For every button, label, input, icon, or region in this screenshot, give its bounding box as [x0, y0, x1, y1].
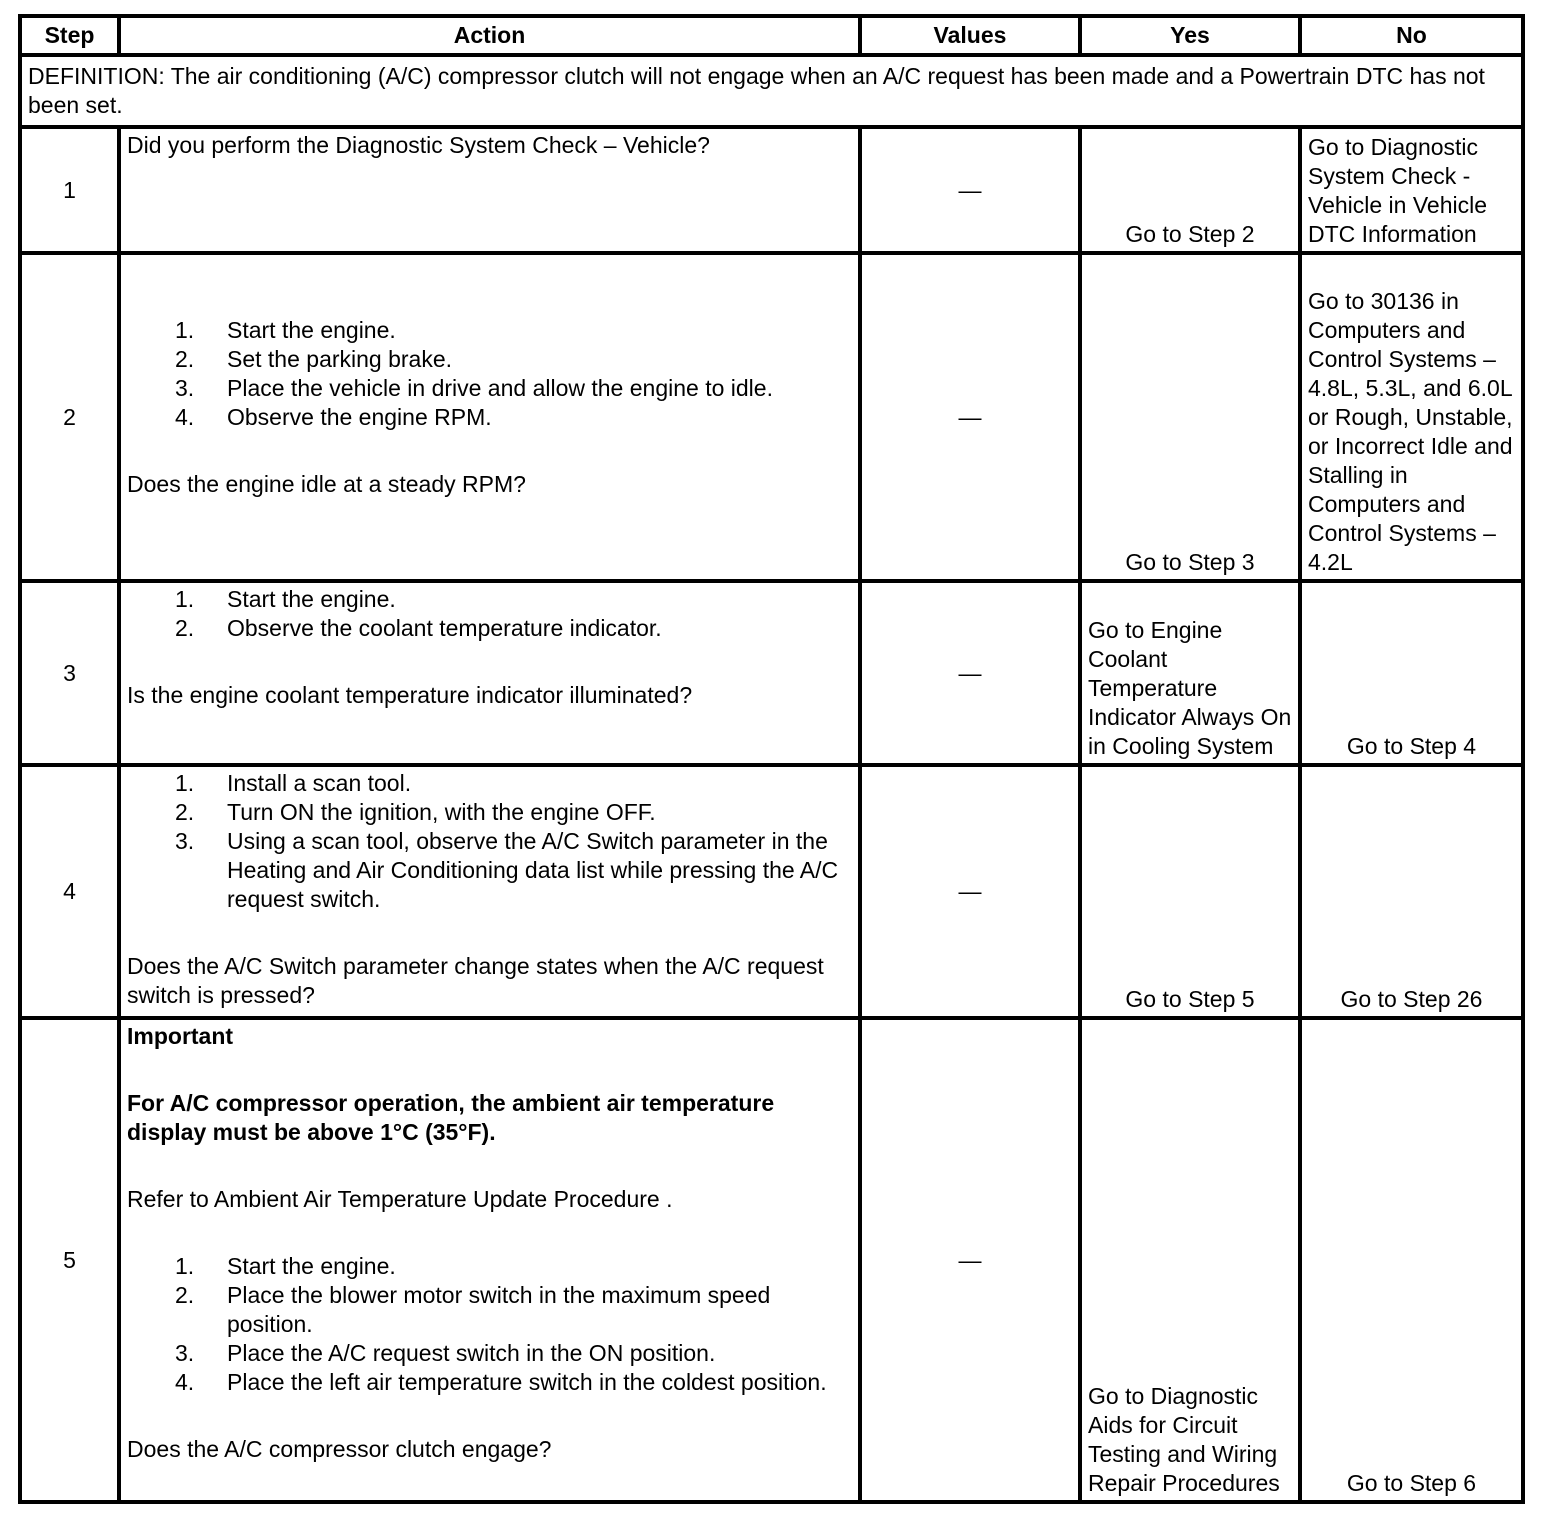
yes-cell: Go to Step 2	[1080, 127, 1300, 253]
action-question: Does the engine idle at a steady RPM?	[127, 470, 526, 497]
values-cell: —	[860, 765, 1080, 1018]
step-number: 3	[20, 581, 119, 765]
action-question: Did you perform the Diagnostic System Check – Vehicle?	[127, 132, 710, 158]
header-values: Values	[860, 16, 1080, 55]
values-cell: —	[860, 581, 1080, 765]
no-cell: Go to Step 26	[1300, 765, 1523, 1018]
action-steps-list	[127, 316, 852, 432]
action-question: Does the A/C Switch parameter change states when the A/C request switch is pressed?	[127, 953, 824, 1008]
table-row	[20, 253, 1523, 581]
table-row	[20, 581, 1523, 765]
values-cell: —	[860, 127, 1080, 253]
no-cell: Go to Step 4	[1300, 581, 1523, 765]
important-label: Important	[127, 1023, 234, 1049]
header-yes: Yes	[1080, 16, 1300, 55]
header-row	[20, 16, 1523, 55]
list-item: 3. Place the vehicle in drive and allow the engine to idle.	[175, 374, 773, 401]
list-item: 2. Set the parking brake.	[175, 345, 453, 372]
action-cell	[119, 253, 860, 581]
definition-row	[20, 55, 1523, 127]
yes-cell: Go to Step 3	[1080, 253, 1300, 581]
step-number: 4	[20, 765, 119, 1018]
yes-cell: Go to Diagnostic Aids for Circuit Testing and Wiring Repair Procedures	[1080, 1018, 1300, 1502]
list-item: 1. Start the engine.	[175, 1253, 396, 1279]
diagnostic-table	[18, 14, 1525, 1504]
action-steps-list	[127, 1252, 852, 1397]
action-steps-list	[127, 585, 852, 643]
action-question: Is the engine coolant temperature indicator illuminated?	[127, 682, 693, 708]
list-item: 4. Place the left air temperature switch in the coldest position.	[175, 1369, 827, 1395]
step-number: 2	[20, 253, 119, 581]
list-item: 2. Place the blower motor switch in the maximum speed position.	[175, 1282, 771, 1337]
action-cell	[119, 1018, 860, 1502]
step-number: 5	[20, 1018, 119, 1502]
yes-cell: Go to Engine Coolant Temperature Indicator Always On in Cooling System	[1080, 581, 1300, 765]
list-item: 2. Observe the coolant temperature indicator.	[175, 615, 662, 641]
yes-cell: Go to Step 5	[1080, 765, 1300, 1018]
definition-text: DEFINITION: The air conditioning (A/C) compressor clutch will not engage when an A/C request has been made and a Powertrain DTC has not been set.	[20, 55, 1523, 127]
values-cell: —	[860, 1018, 1080, 1502]
table-row	[20, 765, 1523, 1018]
list-item: 1. Install a scan tool.	[175, 770, 412, 796]
action-steps-list	[127, 769, 852, 914]
table-row	[20, 1018, 1523, 1502]
step-number: 1	[20, 127, 119, 253]
list-item: 3. Using a scan tool, observe the A/C Switch parameter in the Heating and Air Conditioning data list while pressing the A/C request switch.	[175, 828, 839, 912]
no-cell: Go to 30136 in Computers and Control Systems – 4.8L, 5.3L, and 6.0L or Rough, Unstable, or Incorrect Idle and Stalling in Computers and Control Systems – 4.2L	[1300, 253, 1523, 581]
important-note: For A/C compressor operation, the ambient air temperature display must be above 1°C (35°F).	[127, 1090, 775, 1145]
list-item: 4. Observe the engine RPM.	[175, 403, 492, 430]
refer-text: Refer to Ambient Air Temperature Update Procedure .	[127, 1186, 673, 1212]
list-item: 1. Start the engine.	[175, 586, 396, 612]
header-step: Step	[20, 16, 119, 55]
values-cell: —	[860, 253, 1080, 581]
no-cell: Go to Step 6	[1300, 1018, 1523, 1502]
no-cell: Go to Diagnostic System Check - Vehicle in Vehicle DTC Information	[1300, 127, 1523, 253]
action-cell	[119, 127, 860, 253]
list-item: 3. Place the A/C request switch in the ON position.	[175, 1340, 716, 1366]
action-question: Does the A/C compressor clutch engage?	[127, 1436, 552, 1462]
header-no: No	[1300, 16, 1523, 55]
list-item: 1. Start the engine.	[175, 316, 396, 343]
table-row	[20, 127, 1523, 253]
list-item: 2. Turn ON the ignition, with the engine OFF.	[175, 799, 656, 825]
action-cell	[119, 765, 860, 1018]
header-action: Action	[119, 16, 860, 55]
action-cell	[119, 581, 860, 765]
